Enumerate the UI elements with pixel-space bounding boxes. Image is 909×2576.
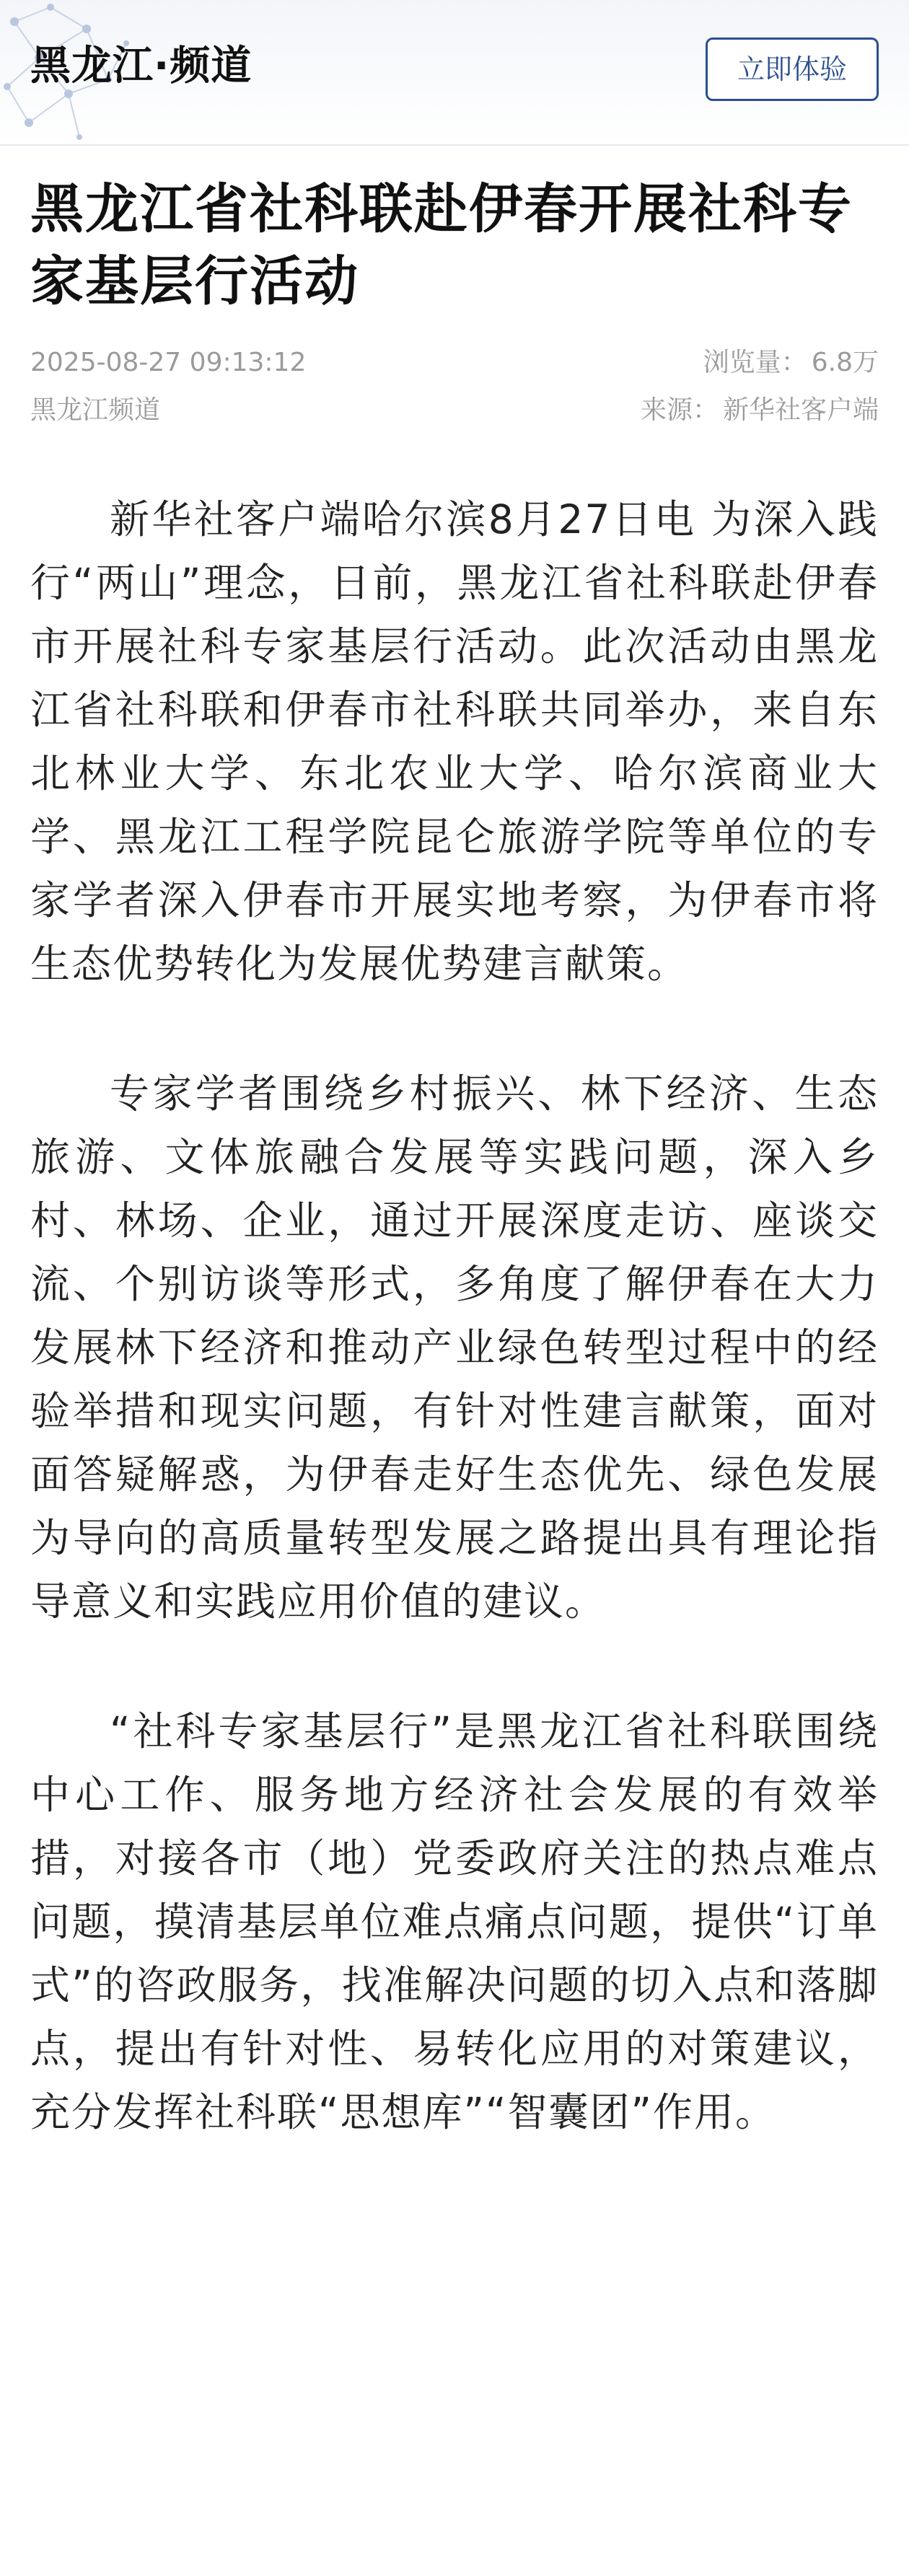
top-header bbox=[0, 0, 909, 146]
article-title: 黑龙江省社科联赴伊春开展社科专家基层行活动 bbox=[30, 178, 853, 312]
article-paragraph: “社科专家基层行”是黑龙江省社科联围绕中心工作、服务地方经济社会发展的有效举措，对接各市（地）党委政府关注的热点难点问题，摸清基层单位难点痛点问题，提供“订单式”的咨政服务，找准解决问题的切入点和落脚点，提出有针对性、易转化应用的对策建议，充分发挥社科联“思想库”“智囊团”作用。 bbox=[30, 1708, 879, 2135]
article-body bbox=[30, 488, 879, 2210]
meta-row-datetime bbox=[30, 345, 879, 381]
article-paragraph: 新华社客户端哈尔滨8月27日电 为深入践行“两山”理念，日前，黑龙江省社科联赴伊春市开展社科专家基层行活动。此次活动由黑龙江省社科联和伊春市社科联共同举办，来自东北林业大学、东北农业大学、哈尔滨商业大学、黑龙江工程学院昆仑旅游学院等单位的专家学者深入伊春市开展实地考察，为伊春市将生态优势转化为发展优势建言献策。 bbox=[30, 496, 879, 987]
article-source bbox=[641, 392, 879, 428]
channel-name[interactable]: 黑龙江频道 bbox=[30, 395, 161, 425]
source-label: 来源： bbox=[640, 395, 719, 425]
try-now-button[interactable]: 立即体验 bbox=[706, 38, 879, 101]
meta-row-source bbox=[30, 392, 879, 428]
view-count-label: 浏览量： bbox=[703, 348, 807, 377]
view-count-value: 6.8万 bbox=[811, 348, 879, 377]
publish-datetime: 2025-08-27 09:13:12 bbox=[30, 348, 307, 377]
channel-brand[interactable]: 黑龙江·频道 bbox=[30, 43, 252, 89]
article-paragraph: 专家学者围绕乡村振兴、林下经济、生态旅游、文体旅融合发展等实践问题，深入乡村、林场、企业，通过开展深度走访、座谈交流、个别访谈等形式，多角度了解伊春在大力发展林下经济和推动产业绿色转型过程中的经验举措和现实问题，有针对性建言献策，面对面答疑解惑，为伊春走好生态优先、绿色发展为导向的高质量转型发展之路提出具有理论指导意义和实践应用价值的建议。 bbox=[30, 1071, 879, 1625]
source-value: 新华社客户端 bbox=[722, 395, 879, 425]
view-count bbox=[703, 345, 879, 381]
